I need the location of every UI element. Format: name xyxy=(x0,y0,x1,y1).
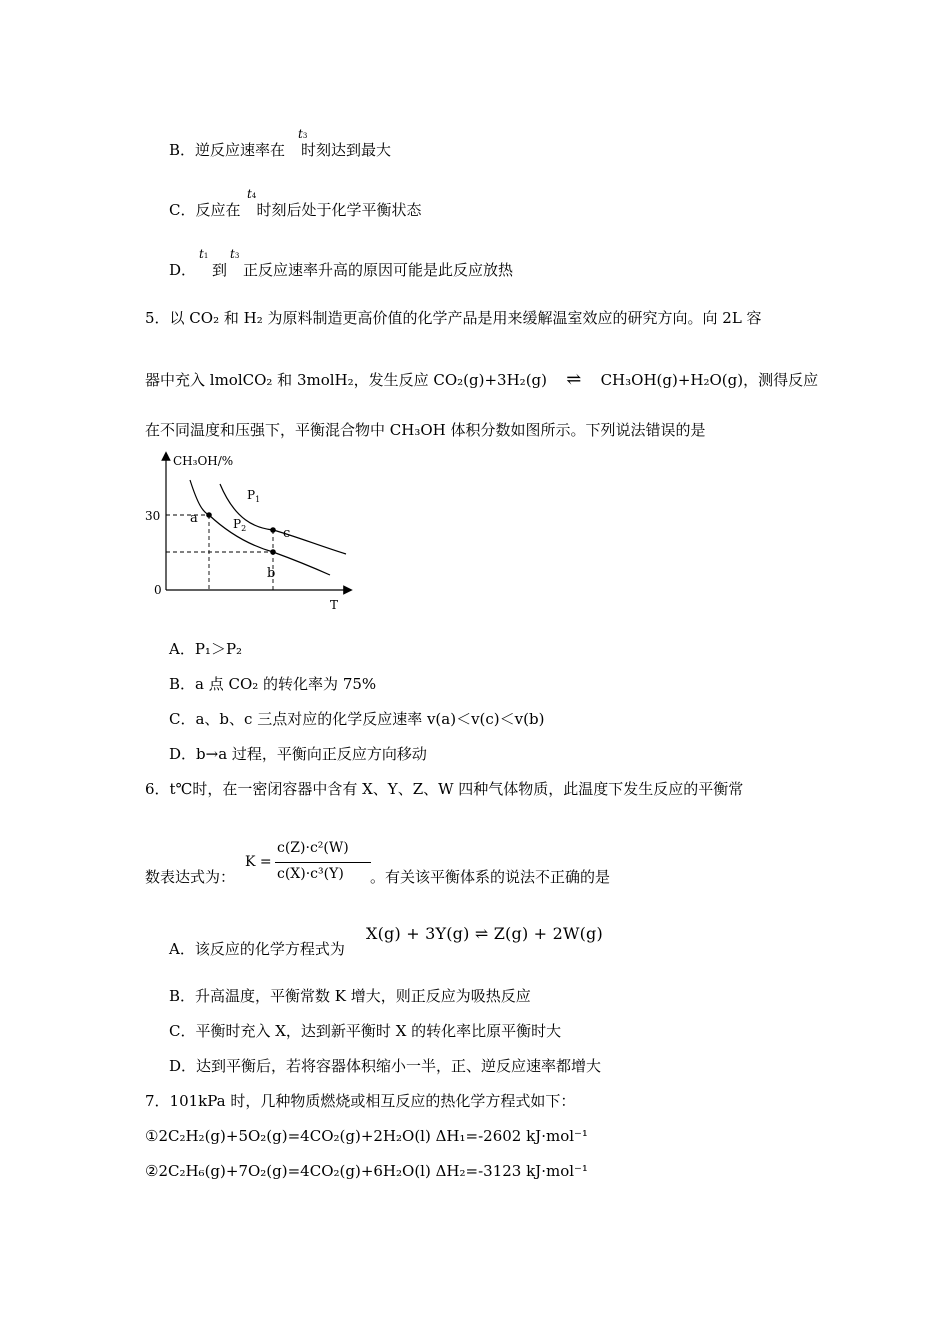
formula-lhs: K = xyxy=(245,854,272,870)
q6-stem-line1: 6．t℃时，在一密闭容器中含有 X、Y、Z、W 四种气体物质，此温度下发生反应的平衡常 xyxy=(145,780,744,798)
formula-denominator: c(X)·c³(Y) xyxy=(277,866,344,882)
q4-option-d: D． 到 正反应速率升高的原因可能是此反应放热 xyxy=(169,261,514,279)
q6-option-b: B．升高温度，平衡常数 K 增大，则正反应为吸热反应 xyxy=(169,987,531,1005)
t1-symbol: t1 xyxy=(199,247,209,261)
point-a xyxy=(206,512,212,518)
point-a-label: a xyxy=(190,511,198,526)
point-c-label: c xyxy=(283,526,291,541)
q6-option-a-equation: X(g) + 3Y(g) ⇌ Z(g) + 2W(g) xyxy=(366,924,603,943)
q5-option-a: A．P₁＞P₂ xyxy=(169,640,243,658)
equilibrium-constant-formula xyxy=(245,840,375,888)
q7-stem: 7．101kPa 时，几种物质燃烧或相互反应的热化学方程式如下： xyxy=(145,1092,576,1110)
q5-stem-line3: 在不同温度和压强下，平衡混合物中 CH₃OH 体积分数如图所示。下列说法错误的是 xyxy=(145,421,706,439)
q5-stem-line2: 器中充入 lmolCO₂ 和 3molH₂，发生反应 CO₂(g)+3H₂(g) ⇌ CH₃OH(g)+H₂O(g)，测得反应 xyxy=(145,369,819,390)
q7-equation-2: ②2C₂H₆(g)+7O₂(g)=4CO₂(g)+6H₂O(l) ΔH₂=-3123 kJ·mol⁻¹ xyxy=(145,1162,588,1180)
x-axis-label: T xyxy=(330,598,339,612)
q6-option-a: A．该反应的化学方程式为 xyxy=(169,940,345,958)
formula-numerator: c(Z)·c²(W) xyxy=(277,840,349,856)
t3-symbol: t3 xyxy=(298,127,308,141)
q5-stem-line1: 5．以 CO₂ 和 H₂ 为原料制造更高价值的化学产品是用来缓解温室效应的研究方向。向 2L 容 xyxy=(145,309,762,327)
y-tick-30: 30 xyxy=(145,509,161,523)
q7-equation-1: ①2C₂H₂(g)+5O₂(g)=4CO₂(g)+2H₂O(l) ΔH₁=-2602 kJ·mol⁻¹ xyxy=(145,1127,588,1145)
label-p2: $P_2$ xyxy=(233,517,247,533)
q6-stem-line2b: 。有关该平衡体系的说法不正确的是 xyxy=(370,868,611,886)
t4-symbol: t4 xyxy=(247,187,257,201)
point-b xyxy=(270,549,276,555)
t3-symbol-d: t3 xyxy=(230,247,240,261)
y-axis-label: CH₃OH/% xyxy=(173,454,234,468)
q6-stem-line2a: 数表达式为： xyxy=(145,868,236,886)
point-c xyxy=(270,527,276,533)
q6-option-d: D．达到平衡后，若将容器体积缩小一半，正、逆反应速率都增大 xyxy=(169,1057,602,1075)
q5-option-d: D．b→a 过程，平衡向正反应方向移动 xyxy=(169,745,427,763)
q5-option-c: C．a、b、c 三点对应的化学反应速率 v(a)＜v(c)＜v(b) xyxy=(169,710,545,728)
methanol-fraction-chart xyxy=(140,450,370,615)
y-tick-0: 0 xyxy=(154,583,162,597)
label-p1: $P_1$ xyxy=(247,488,261,504)
equilibrium-arrow: ⇌ xyxy=(566,369,582,390)
fraction-bar xyxy=(275,862,371,863)
q6-option-c: C．平衡时充入 X，达到新平衡时 X 的转化率比原平衡时大 xyxy=(169,1022,562,1040)
q4-option-c: C．反应在 时刻后处于化学平衡状态 xyxy=(169,201,422,219)
point-b-label: b xyxy=(267,566,276,581)
q4-option-b: B．逆反应速率在 时刻达到最大 xyxy=(169,141,392,159)
q5-option-b: B．a 点 CO₂ 的转化率为 75% xyxy=(169,675,377,693)
